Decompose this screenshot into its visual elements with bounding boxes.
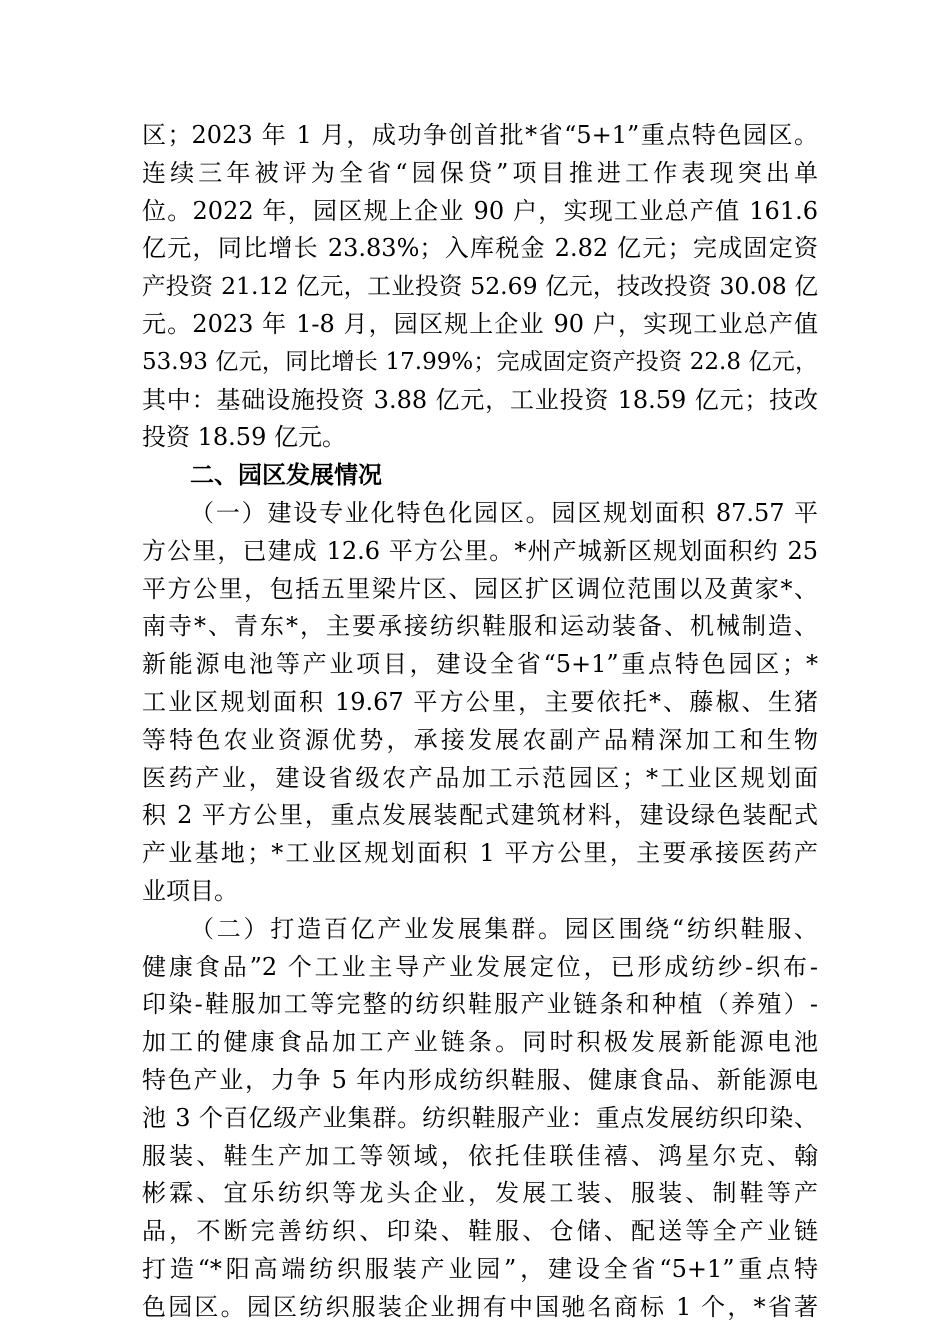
paragraph-line: 南寺*、青东*，主要承接纺织鞋服和运动装备、机械制造、 [142,612,818,641]
paragraph-line: 产投资 21.12 亿元，工业投资 52.69 亿元，技改投资 30.08 亿 [142,272,818,301]
paragraph-line: 工业区规划面积 19.67 平方公里，主要依托*、藤椒、生猪 [142,687,818,716]
paragraph-line: 医药产业，建设省级农产品加工示范园区；*工业区规划面 [142,763,818,792]
paragraph-line: 服装、鞋生产加工等领域，依托佳联佳禧、鸿星尔克、翰 [142,1141,818,1170]
paragraph-line: 特色产业，力争 5 年内形成纺织鞋服、健康食品、新能源电 [142,1065,818,1094]
paragraph-line: 等特色农业资源优势，承接发展农副产品精深加工和生物 [142,725,818,754]
paragraph-line: 彬霖、宜乐纺织等龙头企业，发展工装、服装、制鞋等产 [142,1179,818,1208]
paragraph-line: 品，不断完善纺织、印染、鞋服、仓储、配送等全产业链 [142,1217,818,1246]
paragraph-line: 位。2022 年，园区规上企业 90 户，实现工业总产值 161.6 [142,196,818,225]
paragraph-line: 投资 18.59 亿元。 [142,423,346,452]
paragraph-line: 积 2 平方公里，重点发展装配式建筑材料，建设绿色装配式 [142,801,818,830]
paragraph-line: （一）建设专业化特色化园区。园区规划面积 87.57 平 [190,498,818,527]
paragraph-line: 打造“*阳高端纺织服装产业园”，建设全省“5+1”重点特 [142,1254,818,1283]
paragraph-line: 连续三年被评为全省“园保贷”项目推进工作表现突出单 [142,158,818,187]
paragraph-line: 产业基地；*工业区规划面积 1 平方公里，主要承接医药产 [142,839,818,868]
paragraph-line: 池 3 个百亿级产业集群。纺织鞋服产业：重点发展纺织印染、 [142,1103,818,1132]
paragraph-line: 方公里，已建成 12.6 平方公里。*州产城新区规划面积约 25 [142,536,818,565]
paragraph-line: 印染-鞋服加工等完整的纺织鞋服产业链条和种植（养殖）- [142,990,818,1019]
paragraph-line: 健康食品”2 个工业主导产业发展定位，已形成纺纱-织布- [142,952,818,981]
paragraph-line: 新能源电池等产业项目，建设全省“5+1”重点特色园区；* [142,650,818,679]
paragraph-line: 平方公里，包括五里梁片区、园区扩区调位范围以及黄家*、 [142,574,818,603]
paragraph-line: 区；2023 年 1 月，成功争创首批*省“5+1”重点特色园区。 [142,121,818,149]
paragraph-line: 其中：基础设施投资 3.88 亿元，工业投资 18.59 亿元；技改 [142,385,818,414]
section-heading: 二、园区发展情况 [190,461,382,490]
paragraph-line: 加工的健康食品加工产业链条。同时积极发展新能源电池 [142,1028,818,1057]
document-body [142,117,818,1327]
paragraph-line: 53.93 亿元，同比增长 17.99%；完成固定资产投资 22.8 亿元， [142,348,818,375]
paragraph-line: 元。2023 年 1-8 月，园区规上企业 90 户，实现工业总产值 [142,309,818,338]
paragraph-line: 色园区。园区纺织服装企业拥有中国驰名商标 1 个，*省著 [142,1292,818,1321]
paragraph-line: 业项目。 [142,876,238,905]
paragraph-line: （二）打造百亿产业发展集群。园区围绕“纺织鞋服、 [190,914,818,943]
paragraph-line: 亿元，同比增长 23.83%；入库税金 2.82 亿元；完成固定资 [142,234,818,263]
